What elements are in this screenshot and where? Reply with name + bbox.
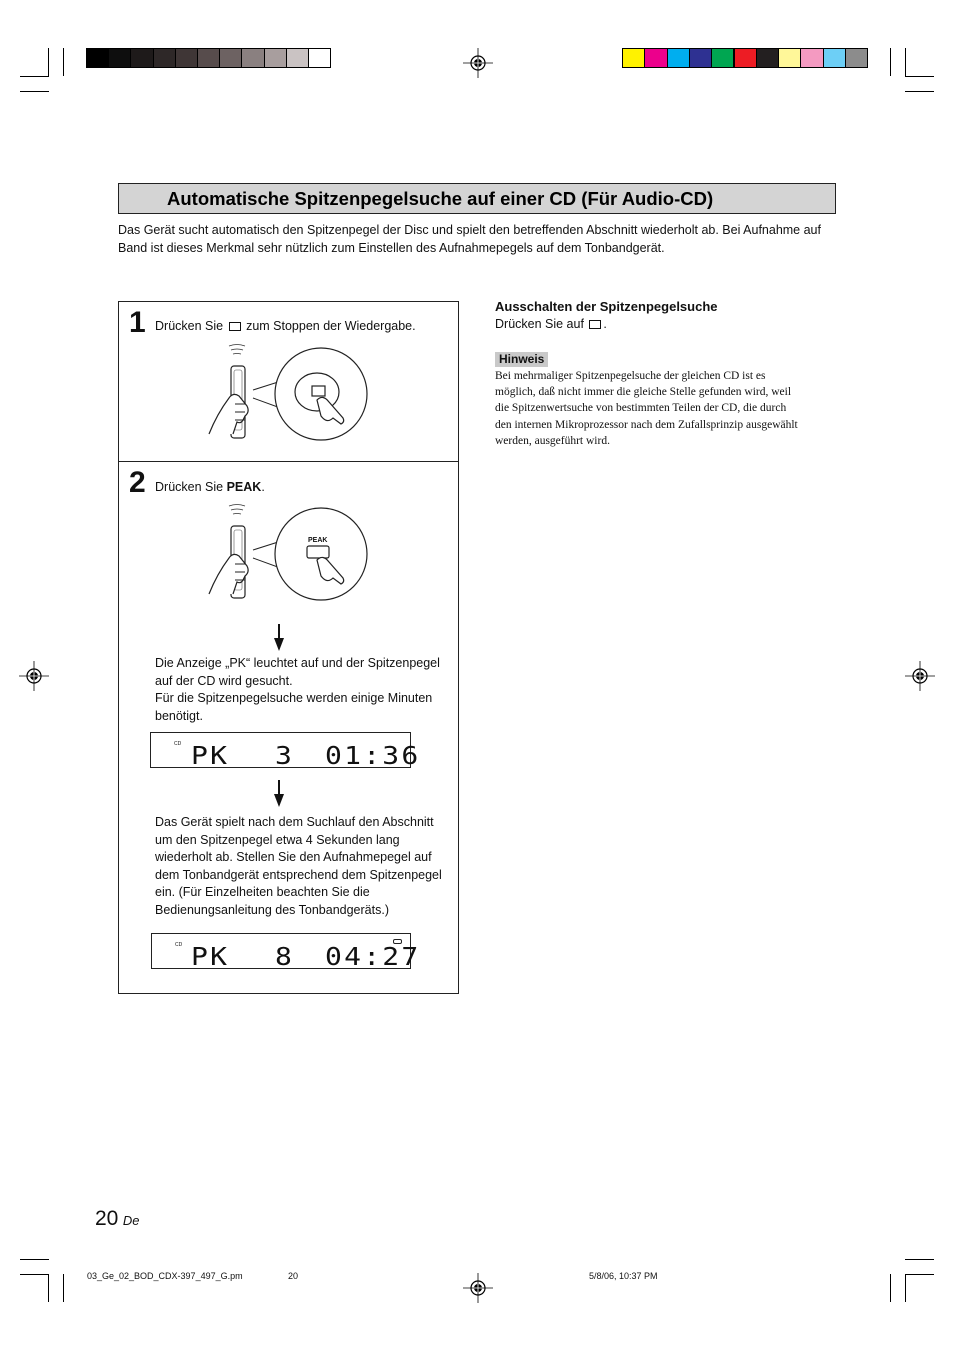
calibration-swatch [286, 48, 309, 68]
cd-indicator: CD [175, 942, 183, 948]
side-instruction-end: . [603, 317, 607, 331]
calibration-swatch [264, 48, 287, 68]
remote-peak-illustration [201, 502, 371, 602]
hinweis-line: die Spitzenwertsuche von bestimmten Teilen der CD, die durch [495, 402, 787, 415]
calibration-swatch [845, 48, 868, 68]
hinweis-text [495, 368, 798, 449]
section-title-box [118, 183, 836, 214]
cd-indicator: CD [174, 741, 182, 747]
registration-mark-icon [905, 661, 935, 691]
page-number-block [95, 1207, 139, 1231]
page-number: 20 [95, 1207, 119, 1230]
hinweis-line: Bei mehrmaliger Spitzenpegelsuche der gleichen CD ist es [495, 370, 766, 382]
step-1-box [118, 301, 459, 462]
paragraph-line: wiederholt ab. Stellen Sie den Aufnahmepegel auf [155, 850, 432, 865]
calibration-swatch [778, 48, 801, 68]
step-number: 2 [129, 466, 146, 499]
step-1-text [155, 318, 416, 336]
calibration-swatch [800, 48, 823, 68]
footer-filename: 03_Ge_02_BOD_CDX-397_497_G.pm [87, 1271, 243, 1281]
step-1-text-after: zum Stoppen der Wiedergabe. [246, 319, 416, 333]
hinweis-label: Hinweis [495, 352, 548, 367]
arrow-down-icon [273, 780, 285, 808]
arrow-down-icon [273, 624, 285, 652]
step-2-paragraph-2 [155, 814, 442, 920]
calibration-swatch [241, 48, 264, 68]
hinweis-line: den internen Mikroprozessor nach dem Zufallsprinzip ausgewählt [495, 418, 798, 431]
calibration-swatch [711, 48, 734, 68]
paragraph-line: Für die Spitzenpegelsuche werden einige Minuten [155, 691, 433, 706]
side-instruction-text: Drücken Sie auf [495, 317, 584, 331]
calibration-swatch [86, 48, 109, 68]
display-track: 8 [275, 942, 295, 971]
stop-button-icon [229, 322, 241, 331]
paragraph-line: benötigt. [155, 708, 203, 723]
registration-mark-icon [463, 1273, 493, 1303]
hinweis-line: werden, ausgeführt wird. [495, 434, 610, 447]
display-time: 04:27 [325, 942, 421, 971]
stop-button-icon [589, 320, 601, 329]
calibration-swatch [308, 48, 331, 68]
hinweis-line: möglich, daß nicht immer die gleiche Stelle gefunden wird, weil [495, 386, 792, 399]
calibration-swatch [219, 48, 242, 68]
step-2-box [118, 461, 459, 994]
remote-stop-illustration [201, 342, 371, 442]
footer-file-page: 20 [288, 1271, 299, 1281]
calibration-swatch [108, 48, 131, 68]
step-1-text-before: Drücken Sie [155, 319, 224, 333]
calibration-swatch [823, 48, 846, 68]
footer-datetime: 5/8/06, 10:37 PM [589, 1271, 658, 1281]
calibration-swatch [153, 48, 176, 68]
calibration-swatch [644, 48, 667, 68]
step-number: 1 [129, 306, 146, 339]
registration-mark-icon [19, 661, 49, 691]
calibration-swatch [689, 48, 712, 68]
paragraph-line: Das Gerät spielt nach dem Suchlauf den Abschnitt [155, 815, 434, 829]
page-title: Automatische Spitzenpegelsuche auf einer CD (Für Audio-CD) [167, 188, 714, 209]
calibration-swatch [734, 48, 757, 68]
step-2-text-after: . [261, 480, 265, 494]
intro-paragraph: Das Gerät sucht automatisch den Spitzenpegel der Disc und spielt den betreffenden Abschnitt wiederholt ab. Bei Aufnahme auf Band ist dieses Merkmal sehr nützlich zum Einstellen des Aufnahmepegels auf dem Tonbandgerät. [118, 223, 821, 255]
calibration-swatch [175, 48, 198, 68]
peak-label: PEAK [226, 480, 262, 494]
display-mode: PK [191, 741, 230, 770]
calibration-swatch [130, 48, 153, 68]
paragraph-line: auf der CD wird gesucht. [155, 673, 293, 688]
calibration-swatch [756, 48, 779, 68]
step-2-text-before: Drücken Sie [155, 480, 224, 494]
step-2-paragraph-1 [155, 655, 440, 725]
display-mode: PK [191, 942, 230, 971]
display-track: 3 [275, 741, 295, 770]
paragraph-line: Die Anzeige „PK“ leuchtet auf und der Spitzenpegel [155, 656, 440, 670]
calibration-swatch [197, 48, 220, 68]
page-language: De [122, 1213, 140, 1228]
paragraph-line: Bedienungsanleitung des Tonbandgeräts.) [155, 902, 389, 917]
step-2-text [155, 479, 265, 497]
lcd-display [150, 732, 421, 770]
registration-mark-icon [463, 48, 493, 78]
lcd-display [151, 933, 421, 971]
paragraph-line: dem Tonbandgerät entsprechend dem Spitzenpegel [155, 867, 442, 882]
paragraph-line: um den Spitzenpegel etwa 4 Sekunden lang [155, 832, 400, 847]
peak-button-label: PEAK [308, 537, 328, 544]
side-instruction [495, 316, 607, 334]
display-time: 01:36 [325, 741, 421, 770]
side-heading: Ausschalten der Spitzenpegelsuche [495, 299, 718, 314]
paragraph-line: ein. (Für Einzelheiten beachten Sie die [155, 885, 370, 900]
calibration-swatch [667, 48, 690, 68]
calibration-swatch [622, 48, 645, 68]
